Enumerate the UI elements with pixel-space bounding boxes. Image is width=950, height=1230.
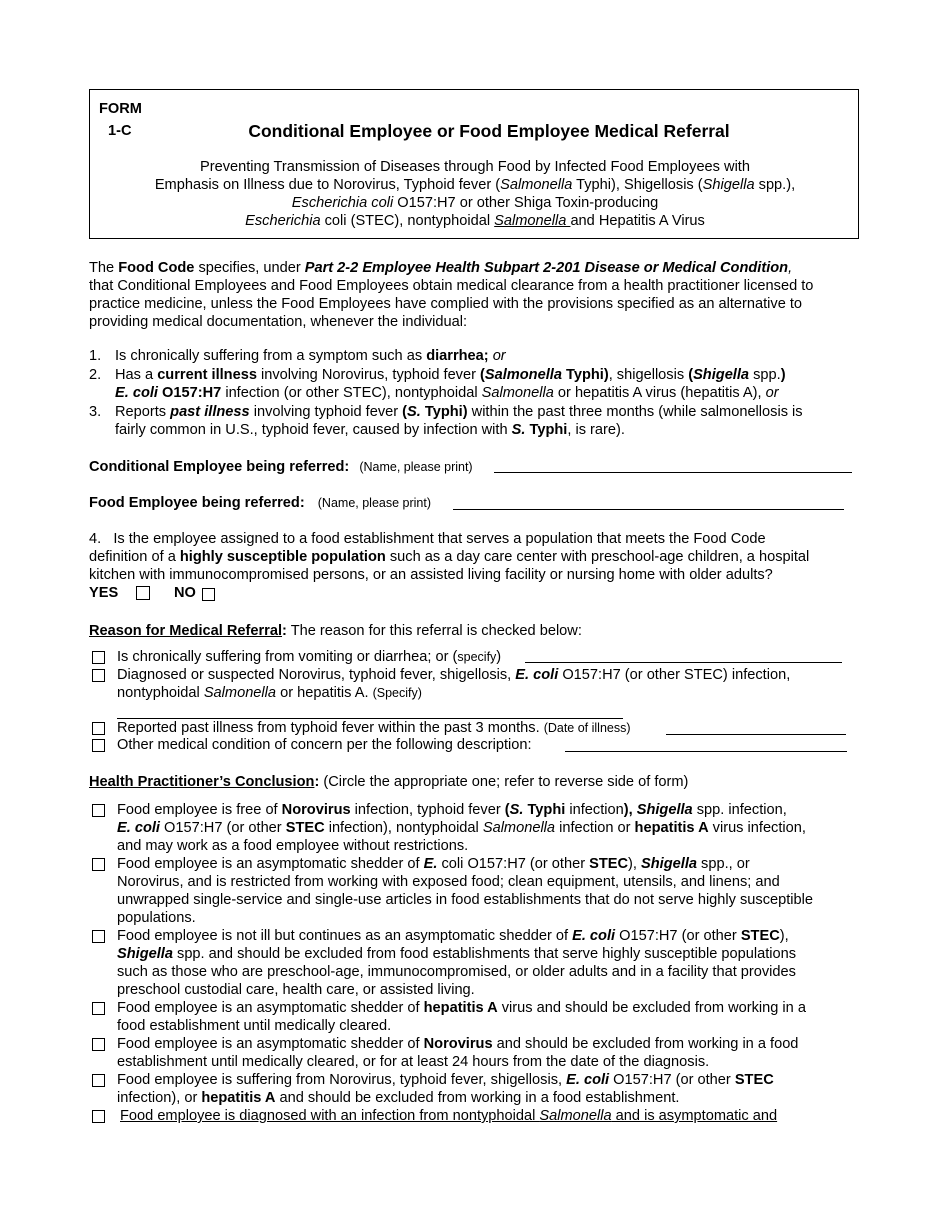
reason-specify-input[interactable] — [525, 650, 842, 663]
conclusion-item-5: Food employee is an asymptomatic shedder of Norovirus and should be excluded from working in a food establishment until medically cleared, or for at least 24 hours from the date of the diagnosis. — [117, 1036, 799, 1070]
reason-item-3: Reported past illness from typhoid fever within the past 3 months. (Date of illness) — [117, 720, 631, 736]
food-employee-field: Food Employee being referred: (Name, please print) — [89, 495, 432, 511]
yes-checkbox[interactable] — [136, 586, 150, 600]
form-header-box — [89, 89, 859, 239]
date-of-illness-input[interactable] — [666, 722, 846, 735]
food-employee-name-input[interactable] — [453, 497, 844, 510]
conclusion-checkbox-1[interactable] — [92, 804, 105, 817]
subtitle: Preventing Transmission of Diseases through Food by Infected Food Employees with Emphasis on Illness due to Norovirus, Typhoid fever (Salmonella Typhi), Shigellosis (Shigella spp.), Escherichia coli O157:H7 or other Shiga Toxin-producing Escherichia coli (STEC), nontyphoidal Salmonella and Hepatitis A Virus — [154, 159, 796, 229]
conclusion-checkbox-3[interactable] — [92, 930, 105, 943]
reason-checkbox-3[interactable] — [92, 722, 105, 735]
reason-item-4: Other medical condition of concern per the following description: — [117, 737, 532, 753]
conclusion-checkbox-6[interactable] — [92, 1074, 105, 1087]
form-number: 1-C — [108, 123, 132, 139]
conclusion-checkbox-4[interactable] — [92, 1002, 105, 1015]
conditional-employee-field: Conditional Employee being referred: (Name, please print) — [89, 459, 473, 475]
reason-checkbox-1[interactable] — [92, 651, 105, 664]
no-label: NO — [174, 585, 196, 601]
conclusion-item-4: Food employee is an asymptomatic shedder of hepatitis A virus and should be excluded from working in a food establishment until medically cleared. — [117, 1000, 806, 1034]
conclusion-heading: Health Practitioner’s Conclusion: (Circle the appropriate one; refer to reverse side of form) — [89, 774, 689, 790]
form-label: FORM — [99, 101, 142, 117]
reason-heading: Reason for Medical Referral: The reason for this referral is checked below: — [89, 623, 582, 639]
reason-checkbox-2[interactable] — [92, 669, 105, 682]
reason-item-1: Is chronically suffering from vomiting or diarrhea; or (specify) — [117, 649, 502, 665]
no-checkbox[interactable] — [202, 588, 215, 601]
conclusion-item-3: Food employee is not ill but continues as an asymptomatic shedder of E. coli O157:H7 (or other STEC), Shigella spp. and should be excluded from food establishments that serve highly susceptible populations such as those who are preschool-age, immunocompromised, or older adults and in a facility that provides preschool custodial care, health care, or assisted living. — [117, 928, 797, 998]
conclusion-item-1: Food employee is free of Norovirus infection, typhoid fever (S. Typhi infection), Shigella spp. infection, E. coli O157:H7 (or other STEC infection), nontyphoidal Salmonella infection or hepatitis A virus infection, and may work as a food employee without restrictions. — [117, 802, 806, 854]
page-title: Conditional Employee or Food Employee Medical Referral — [248, 121, 730, 141]
conclusion-item-6: Food employee is suffering from Norovirus, typhoid fever, shigellosis, E. coli O157:H7 (or other STEC infection), or hepatitis A and should be excluded from working in a food establishment. — [117, 1072, 774, 1106]
conditional-employee-name-input[interactable] — [494, 460, 852, 473]
reason-checkbox-4[interactable] — [92, 739, 105, 752]
conclusion-checkbox-2[interactable] — [92, 858, 105, 871]
other-condition-input[interactable] — [565, 739, 847, 752]
reason-item-2: Diagnosed or suspected Norovirus, typhoid fever, shigellosis, E. coli O157:H7 (or other STEC) infection, nontyphoidal Salmonella or hepatitis A. (Specify) — [117, 667, 791, 701]
yes-label: YES — [89, 585, 119, 601]
conclusion-item-2: Food employee is an asymptomatic shedder of E. coli O157:H7 (or other STEC), Shigella spp., or Norovirus, and is restricted from working with exposed food; clean equipment, utensils, and linens; and unwrapped single-service and single-use articles in food establishments that do not serve highly susceptible populations. — [117, 856, 814, 926]
conclusion-item-7: Food employee is diagnosed with an infection from nontyphoidal Salmonella and is asymptomatic and — [120, 1108, 778, 1124]
intro-paragraph: The Food Code specifies, under Part 2-2 Employee Health Subpart 2-201 Disease or Medical Condition, that Conditional Employees and Food Employees obtain medical clearance from a health practitioner licensed to practice medicine, unless the Food Employees have complied with the provisions specified as an alternative to providing medical documentation, whenever the individual: — [89, 260, 814, 330]
question-4: 4. Is the employee assigned to a food establishment that serves a population that meets the Food Code definition of a highly susceptible population such as a day care center with preschool-age children, a hospital kitchen with immunocompromised persons, or an assisted living facility or nursing home with older adults? — [89, 531, 810, 583]
conclusion-checkbox-5[interactable] — [92, 1038, 105, 1051]
conclusion-checkbox-7[interactable] — [92, 1110, 105, 1123]
reason-specify-line[interactable] — [117, 706, 623, 719]
